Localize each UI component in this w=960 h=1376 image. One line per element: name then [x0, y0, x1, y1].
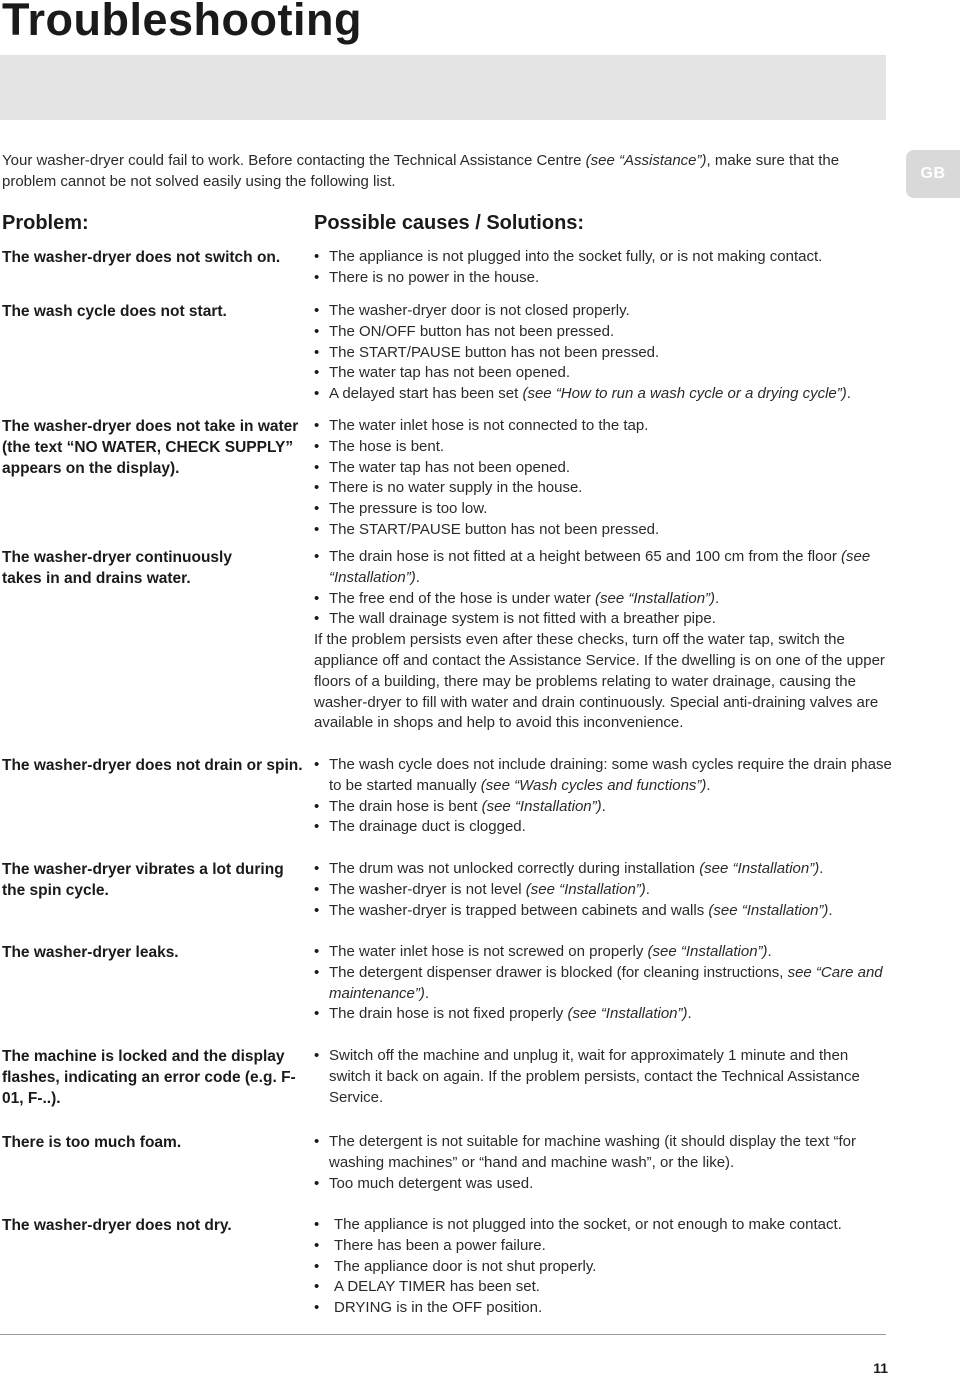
- solution-item: • The drain hose is bent (see “Installation”).: [314, 797, 894, 818]
- solution-item: • The water inlet hose is not connected to the tap.: [314, 416, 894, 437]
- solution-item: • The water tap has not been opened.: [314, 363, 894, 384]
- problem-text: The washer-dryer does not drain or spin.: [2, 757, 303, 774]
- solution-item: • The detergent is not suitable for machine washing (it should display the text “for washing machines” or “hand and machine wash”, or the like).: [314, 1132, 894, 1174]
- problem-text: The wash cycle does not start.: [2, 303, 227, 320]
- additional-note: If the problem persists even after these checks, turn off the water tap, switch the appliance off and contact the Assistance Service. If the dwelling is on one of the upper floors of a building, there may be problems relating to water drainage, causing the washer-dryer to fill with water and drain continuously. Special anti-draining valves are available in shops and help to avoid this inconvenience.: [314, 631, 885, 732]
- solutions-list: [314, 301, 894, 405]
- problem-text: The washer-dryer does not take in water (the text “NO WATER, CHECK SUPPLY” appears on the display).: [2, 418, 299, 477]
- solutions-list: [314, 416, 894, 541]
- solution-item: • The START/PAUSE button has not been pressed.: [314, 343, 894, 364]
- solution-item: • The free end of the hose is under water (see “Installation”).: [314, 589, 894, 610]
- solution-item: • The appliance door is not shut properly.: [314, 1257, 894, 1278]
- problem-text: The washer-dryer vibrates a lot during the spin cycle.: [2, 861, 284, 899]
- solution-item: • The washer-dryer door is not closed properly.: [314, 301, 894, 322]
- solution-item: • The water inlet hose is not screwed on properly (see “Installation”).: [314, 942, 894, 963]
- solutions-list: [314, 1046, 894, 1108]
- solutions-list: [314, 755, 894, 838]
- solution-item: • Switch off the machine and unplug it, wait for approximately 1 minute and then switch it back on again. If the problem persists, contact the Technical Assistance Service.: [314, 1046, 894, 1108]
- page-title: Troubleshooting: [2, 0, 362, 45]
- solution-item: • The wall drainage system is not fitted with a breather pipe.: [314, 609, 894, 630]
- solution-item: • DRYING is in the OFF position.: [314, 1298, 894, 1319]
- problem-text: There is too much foam.: [2, 1134, 182, 1151]
- problem-column-heading: Problem:: [2, 212, 89, 234]
- solution-item: • The detergent dispenser drawer is blocked (for cleaning instructions, see “Care and maintenance”).: [314, 963, 894, 1005]
- intro-text-c: , make sure that the problem cannot be not solved easily using the following list.: [2, 152, 840, 190]
- solution-item: • The drum was not unlocked correctly during installation (see “Installation”).: [314, 859, 894, 880]
- solution-item: • There has been a power failure.: [314, 1236, 894, 1257]
- problem-text: The machine is locked and the display flashes, indicating an error code (e.g. F-01, F-..).: [2, 1048, 296, 1107]
- solutions-list: [314, 942, 894, 1025]
- solution-item: • The drain hose is not fixed properly (see “Installation”).: [314, 1004, 894, 1025]
- solutions-block: [314, 547, 894, 734]
- solution-item: • The drainage duct is clogged.: [314, 817, 894, 838]
- solution-item: • The appliance is not plugged into the socket, or not enough to make contact.: [314, 1215, 894, 1236]
- solutions-block: [314, 416, 894, 541]
- solution-item: • The drain hose is not fitted at a height between 65 and 100 cm from the floor (see “Installation”).: [314, 547, 894, 589]
- solutions-block: [314, 859, 894, 921]
- solutions-block: [314, 1132, 894, 1194]
- solutions-block: [314, 942, 894, 1025]
- title-band: [0, 55, 886, 120]
- solution-item: • The water tap has not been opened.: [314, 458, 894, 479]
- solution-item: • The pressure is too low.: [314, 499, 894, 520]
- solutions-column-heading: Possible causes / Solutions:: [314, 212, 585, 234]
- solutions-list: [314, 547, 894, 630]
- solutions-block: [314, 1046, 894, 1108]
- problem-text: The washer-dryer continuously takes in and drains water.: [2, 549, 232, 587]
- intro-text: [2, 150, 882, 192]
- solutions-block: [314, 247, 894, 289]
- solutions-list: [314, 1132, 894, 1194]
- solution-item: • There is no power in the house.: [314, 268, 894, 289]
- solutions-list: [314, 247, 894, 289]
- solutions-block: [314, 301, 894, 405]
- language-tab: GB: [906, 150, 960, 198]
- solutions-list: [314, 1215, 894, 1319]
- solution-item: • The ON/OFF button has not been pressed.: [314, 322, 894, 343]
- solution-item: • The wash cycle does not include draining: some wash cycles require the drain phase to be started manually (see “Wash cycles and functions”).: [314, 755, 894, 797]
- problem-text: The washer-dryer does not dry.: [2, 1217, 232, 1234]
- solution-item: • A DELAY TIMER has been set.: [314, 1277, 894, 1298]
- solution-item: • The washer-dryer is trapped between cabinets and walls (see “Installation”).: [314, 901, 894, 922]
- page-number: 11: [873, 1360, 888, 1376]
- intro-text-reference: (see “Assistance”): [585, 152, 707, 169]
- solutions-block: [314, 755, 894, 838]
- problem-text: The washer-dryer leaks.: [2, 944, 179, 961]
- footer-divider: [0, 1334, 886, 1335]
- solution-item: • There is no water supply in the house.: [314, 478, 894, 499]
- problem-text: The washer-dryer does not switch on.: [2, 249, 281, 266]
- solutions-block: [314, 1215, 894, 1319]
- solution-item: • The washer-dryer is not level (see “Installation”).: [314, 880, 894, 901]
- solution-item: • Too much detergent was used.: [314, 1174, 894, 1195]
- solution-item: • The START/PAUSE button has not been pressed.: [314, 520, 894, 541]
- solution-item: • The hose is bent.: [314, 437, 894, 458]
- intro-text-a: Your washer-dryer could fail to work. Before contacting the Technical Assistance Centre: [2, 152, 586, 169]
- solution-item: • The appliance is not plugged into the socket fully, or is not making contact.: [314, 247, 894, 268]
- solutions-list: [314, 859, 894, 921]
- solution-item: • A delayed start has been set (see “How to run a wash cycle or a drying cycle”).: [314, 384, 894, 405]
